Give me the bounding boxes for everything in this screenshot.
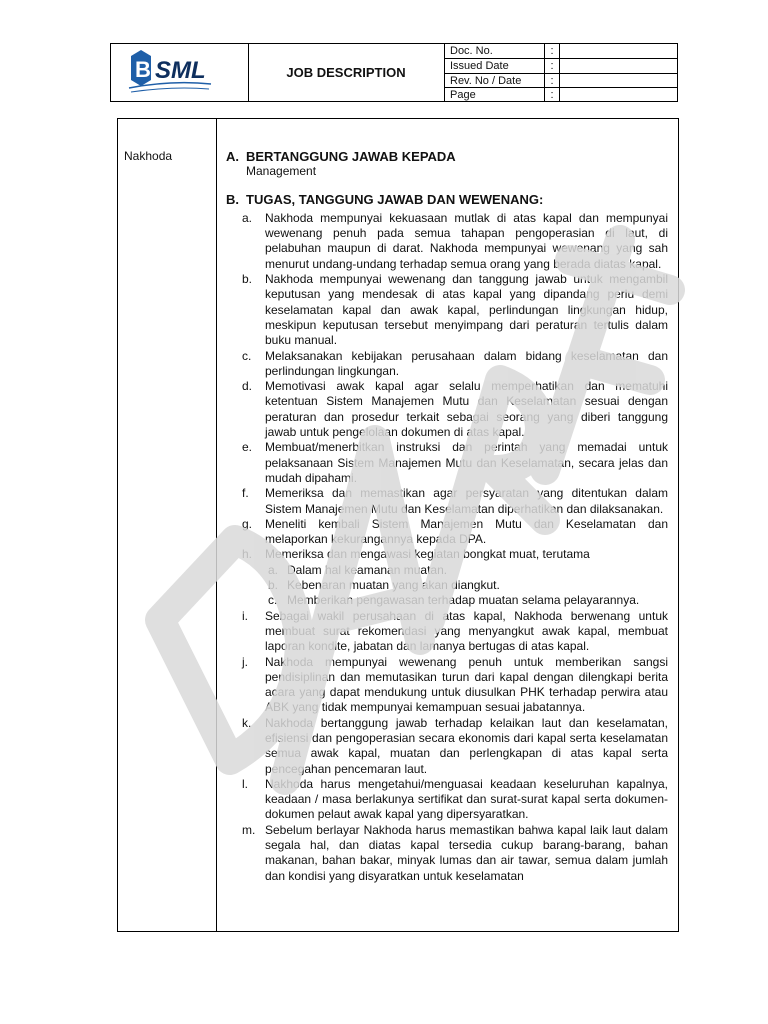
duty-item <box>226 777 668 823</box>
document-header <box>110 43 678 102</box>
document-meta-table <box>444 44 677 101</box>
section-b-heading: B. TUGAS, TANGGUNG JAWAB DAN WEWENANG: <box>226 191 544 207</box>
duty-item-text: Meneliti kembali Sistem Manajemen Mutu dan Keselamatan dan melaporkan kekurangannya kepada DPA. <box>265 516 668 547</box>
duty-item <box>226 440 668 486</box>
duty-item-text: Membuat/menerbitkan instruksi dan perintah yang memadai untuk pelaksanaan Sistem Manajemen Mutu dan Keselamatan, secara jelas dan mudah dipahami. <box>265 440 668 485</box>
duty-item-key: f. <box>242 486 249 501</box>
svg-text:B: B <box>135 57 151 82</box>
duty-item-key: i. <box>242 608 248 623</box>
meta-row-page: Page : <box>444 87 677 102</box>
duty-subitem-key: a. <box>268 562 279 577</box>
duty-item <box>226 655 668 716</box>
duty-subitem-text: Memberikan pengawasan terhadap muatan selama pelayarannya. <box>287 593 640 608</box>
duty-item-key: a. <box>242 210 253 225</box>
duty-subitem-key: b. <box>268 578 279 593</box>
duty-item-key: l. <box>242 776 248 791</box>
document-title: JOB DESCRIPTION <box>248 44 445 101</box>
duty-item-text: Sebelum berlayar Nakhoda harus memastikan bahwa kapal laik laut dalam segala hal, dan diatas kapal tersedia cukup barang-barang, bahan makanan, bahan bakar, minyak lumas dan air tawar, semua dalam jumlah dan kondisi yang disyaratkan untuk keselamatan <box>265 822 668 883</box>
description-column <box>226 149 668 884</box>
duty-subitem-list <box>265 563 668 609</box>
duty-item-text: Nakhoda harus mengetahui/menguasai keadaan keseluruhan kapalnya, keadaan / masa berlakunya sertifikat dan surat-surat kapal serta dokumen-dokumen pelaut awak kapal yang dipersyaratkan. <box>265 776 668 822</box>
duty-item-key: m. <box>242 822 256 837</box>
duty-item <box>226 609 668 655</box>
duty-item-key: b. <box>242 272 253 287</box>
duty-item-key: j. <box>242 654 248 669</box>
company-logo <box>111 44 249 101</box>
duty-item-key: e. <box>242 440 253 455</box>
duty-item <box>226 716 668 777</box>
duty-item-key: c. <box>242 348 252 363</box>
duty-subitem-text: Dalam hal keamanan muatan. <box>287 562 448 577</box>
duty-item <box>226 823 668 884</box>
duty-item-text: Melaksanakan kebijakan perusahaan dalam bidang keselamatan dan perlindungan lingkungan. <box>265 348 668 378</box>
duty-subitem-key: c. <box>268 593 278 608</box>
duty-item <box>226 272 668 348</box>
meta-row-doc-no: Doc. No. : <box>444 44 677 58</box>
duties-list <box>226 211 668 884</box>
duty-item-text: Memeriksa dan memastikan agar persyaratan yang ditentukan dalam Sistem Manajemen Mutu dan Keselamatan diperhatikan dan dilaksanakan. <box>265 486 668 516</box>
duty-subitem <box>265 563 668 578</box>
role-name: Nakhoda <box>124 149 173 163</box>
duty-item <box>226 211 668 272</box>
duty-item <box>226 379 668 440</box>
duty-item <box>226 486 668 517</box>
duty-item-key: d. <box>242 379 253 394</box>
duty-item-text: Nakhoda mempunyai wewenang dan tanggung jawab untuk mengambil keputusan yang mendesak di atas kapal yang dipandang perlu demi keselamatan kapal dan awak kapal, perlindungan lingkungan hidup, meskipun keputusan tersebut menyimpang dari peraturan tertulis dalam buku manual. <box>265 272 668 348</box>
section-a-heading: A. BERTANGGUNG JAWAB KEPADA <box>226 149 456 164</box>
duty-item-text: Nakhoda mempunyai wewenang penuh untuk memberikan sangsi pendisiplinan dan memutasikan turun dari kapal dengan dilengkapi berita acara yang dapat mendukung untuk diusulkan PHK terhadap perwira atau ABK yang tidak mempunyai kemampuan sesuai jabatannya. <box>265 654 668 715</box>
duty-item-text: Sebagai wakil perusahaan di atas kapal, Nakhoda berwenang untuk membuat surat rekomendasi yang menyangkut awak kapal, membuat laporan kondite, jabatan dan lamanya bertugas di atas kapal. <box>265 608 668 654</box>
duty-subitem <box>265 593 668 608</box>
duty-item-key: h. <box>242 547 253 562</box>
logo-text: SML <box>155 57 206 84</box>
duty-item-text: Memotivasi awak kapal agar selalu memperhatikan dan mematuhi ketentuan Sistem Manajemen Mutu dan Keselamatan sesuai dengan peraturan dan prosedur terkait sebagai seorang yang diberi tanggung jawab untuk pengelolaan dokumen di atas kapal. <box>265 379 668 440</box>
meta-row-rev-no: Rev. No / Date : <box>444 73 677 88</box>
duty-item <box>226 517 668 548</box>
duty-item-text: Nakhoda mempunyai kekuasaan mutlak di atas kapal dan mempunyai wewenang penuh pada semua tahapan pengoperasian di laut, di pelabuhan maupun di darat. Nakhoda mempunyai wewenang yang sah menurut undang-undang terhadap semua orang yang berada diatas kapal. <box>265 210 668 271</box>
duty-item <box>226 349 668 380</box>
duty-item <box>226 547 668 608</box>
duty-item-key: k. <box>242 715 252 730</box>
duty-subitem <box>265 578 668 593</box>
meta-row-issued-date: Issued Date : <box>444 58 677 73</box>
duty-item-key: g. <box>242 516 253 531</box>
duty-item-text: Memeriksa dan mengawasi kegiatan bongkat muat, terutama <box>265 547 590 562</box>
duty-item-text: Nakhoda bertanggung jawab terhadap kelaikan laut dan keselamatan, efisiensi dan pengoperasian secara ekonomis dari kapal serta keselamatan semua awak kapal, muatan dan perlengkapan di atas kapal serta pencegahan pencemaran laut. <box>265 715 668 776</box>
section-a-value: Management <box>246 164 317 179</box>
duty-subitem-text: Kebenaran muatan yang akan diangkut. <box>287 578 500 593</box>
job-description-table <box>117 118 679 932</box>
role-column <box>118 119 217 931</box>
